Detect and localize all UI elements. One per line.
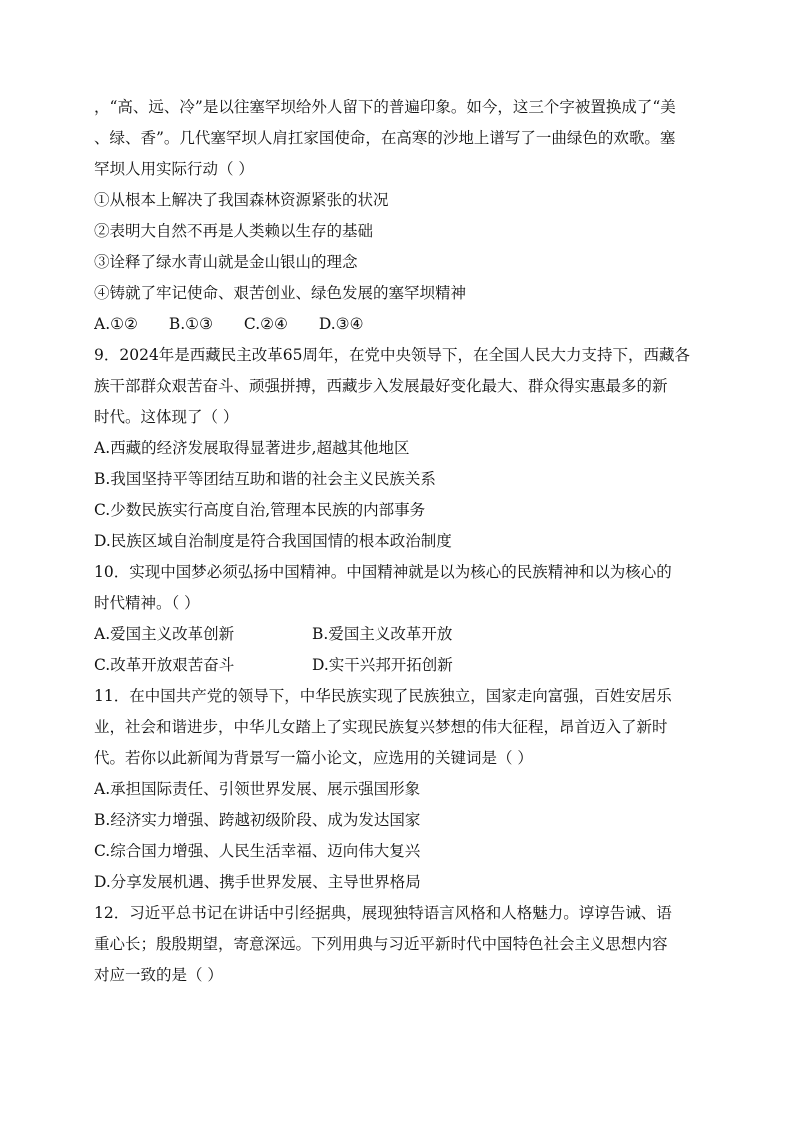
option-d: D.③④ xyxy=(318,315,364,333)
question-text-line: 9．2024年是西藏民主改革65周年，在党中央领导下，在全国人民大力支持下，西藏各 xyxy=(94,346,691,364)
question-text-line: 族干部群众艰苦奋斗、顽强拼搏，西藏步入发展最好变化最大、群众得实惠最多的新 xyxy=(94,377,668,395)
question-text-line: 12．习近平总书记在讲话中引经据典，展现独特语言风格和人格魅力。谆谆告诫、语 xyxy=(94,904,672,922)
option-d: D.民族区域自治制度是符合我国国情的根本政治制度 xyxy=(94,532,452,550)
question-text-line: 代。若你以此新闻为背景写一篇小论文，应选用的关键词是（ ） xyxy=(94,749,533,767)
question-text-line: ，“高、远、冷”是以往塞罕坝给外人留下的普遍印象。如今，这三个字被置换成了“美 xyxy=(94,98,676,116)
statement-2: ②表明大自然不再是人类赖以生存的基础 xyxy=(94,222,374,240)
question-text-line: 时代。这体现了（ ） xyxy=(94,408,239,426)
question-8 xyxy=(94,92,704,340)
answer-options-row xyxy=(94,619,704,650)
option-b: B.经济实力增强、跨越初级阶段、成为发达国家 xyxy=(94,811,421,829)
option-a: A.西藏的经济发展取得显著进步,超越其他地区 xyxy=(94,439,410,457)
option-b: B.爱国主义改革开放 xyxy=(312,625,453,643)
option-c: C.改革开放艰苦奋斗 xyxy=(94,656,235,674)
question-text-line: 重心长；殷殷期望，寄意深远。下列用典与习近平新时代中国特色社会主义思想内容 xyxy=(94,935,668,953)
option-a: A.①② xyxy=(94,315,138,333)
option-c: C.综合国力增强、人民生活幸福、迈向伟大复兴 xyxy=(94,842,421,860)
question-text-line: 、绿、香”。几代塞罕坝人肩扛家国使命，在高寒的沙地上谱写了一曲绿色的欢歌。塞 xyxy=(94,129,676,147)
option-d: D.实干兴邦开拓创新 xyxy=(312,656,453,674)
option-a: A.爱国主义改革创新 xyxy=(94,625,235,643)
option-d: D.分享发展机遇、携手世界发展、主导世界格局 xyxy=(94,873,421,891)
option-c: C.②④ xyxy=(243,315,288,333)
question-text-line: 时代精神。（ ） xyxy=(94,594,200,612)
page-content xyxy=(94,92,704,991)
option-b: B.①③ xyxy=(168,315,213,333)
answer-options xyxy=(94,309,704,340)
question-12 xyxy=(94,898,704,991)
question-text-line: 罕坝人用实际行动（ ） xyxy=(94,160,254,178)
option-c: C.少数民族实行高度自治,管理本民族的内部事务 xyxy=(94,501,426,519)
question-10 xyxy=(94,557,704,681)
question-text-line: 10．实现中国梦必须弘扬中国精神。中国精神就是以为核心的民族精神和以为核心的 xyxy=(94,563,672,581)
question-text-line: 业，社会和谐进步，中华儿女踏上了实现民族复兴梦想的伟大征程，昂首迈入了新时 xyxy=(94,718,668,736)
option-a: A.承担国际责任、引领世界发展、展示强国形象 xyxy=(94,780,421,798)
option-b: B.我国坚持平等团结互助和谐的社会主义民族关系 xyxy=(94,470,436,488)
statement-4: ④铸就了牢记使命、艰苦创业、绿色发展的塞罕坝精神 xyxy=(94,284,467,302)
question-text-line: 对应一致的是（ ） xyxy=(94,966,223,984)
question-9 xyxy=(94,340,704,557)
question-11 xyxy=(94,681,704,898)
answer-options-row xyxy=(94,650,704,681)
statement-3: ③诠释了绿水青山就是金山银山的理念 xyxy=(94,253,358,271)
question-text-line: 11．在中国共产党的领导下，中华民族实现了民族独立，国家走向富强，百姓安居乐 xyxy=(94,687,672,705)
statement-1: ①从根本上解决了我国森林资源紧张的状况 xyxy=(94,191,389,209)
